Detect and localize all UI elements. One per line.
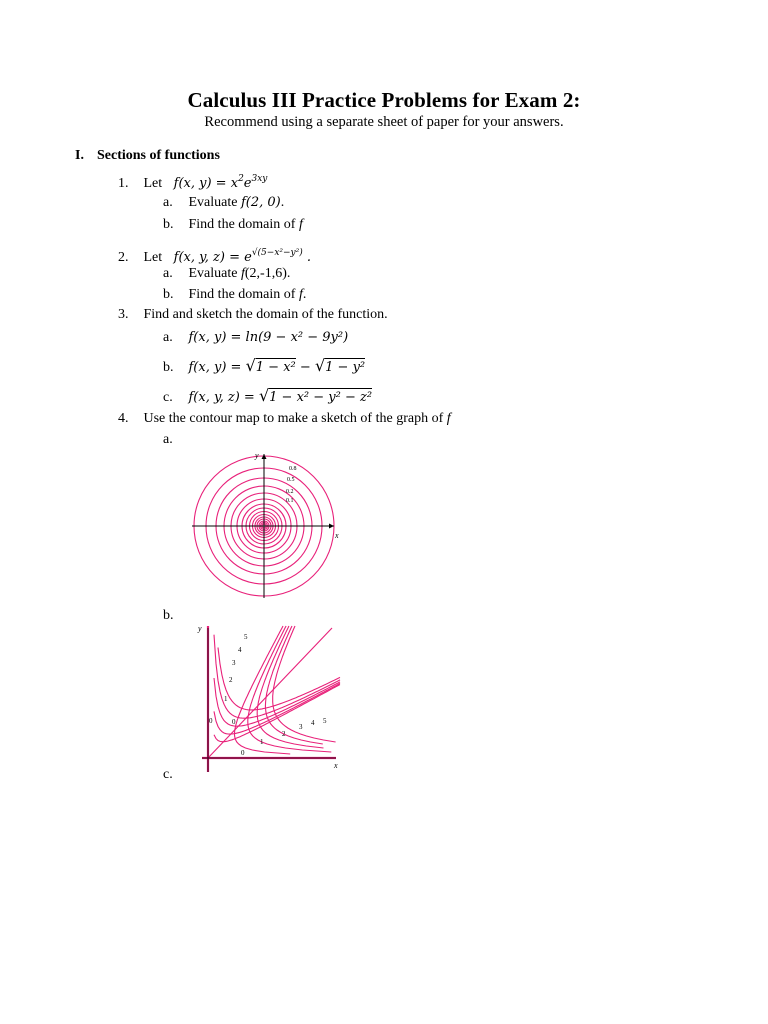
problem-1a: a. Evaluate f(2, 0). [163,195,285,210]
problem-3 [118,306,388,324]
level-label: 5 [323,717,327,725]
level-label: 5 [244,633,248,641]
problem-2a: a. Evaluate f(2,-1,6). [163,266,291,281]
level-label: 0 [232,718,236,726]
level-label: 2 [282,730,286,738]
level-label: 0.1 [286,498,294,504]
level-label: 3 [299,723,303,731]
y-axis-label: y [198,624,202,633]
level-label: 4 [238,646,242,654]
x-axis-label: x [334,761,338,770]
problem-4a-label: a. [163,432,173,447]
problem-3a: a. f(x, y) = ln(9 − x² − 9y²) [163,330,349,345]
problem-4-text: Use the contour map to make a sketch of the graph of [143,411,444,426]
y-axis-label: y [255,451,259,460]
level-label: 0.2 [286,489,294,495]
level-label: 0 [209,717,213,725]
x-axis-label: x [335,531,339,540]
problem-1-lead: Let [143,176,163,191]
problem-4-number: 4. [118,411,129,426]
problem-1 [118,170,267,193]
contour-curve-upper [214,635,340,719]
page-title: Calculus III Practice Problems for Exam 2: [187,88,581,112]
problem-2-formula: f(x, y, $z) = e^{√(5-x^2-y^2)}$ . [173,248,312,265]
problem-2 [118,244,311,267]
problem-1-number: 1. [118,176,129,191]
level-label: 3 [232,659,236,667]
problem-1-formula: f(x, $y) = x^2e^{3xy}$ [173,174,268,191]
problem-4b-label: b. [163,608,174,623]
contour-map-a [190,448,340,600]
page-subtitle: Recommend using a separate sheet of paper for your answers. [204,114,564,130]
problem-2b: b. Find the domain of f. [163,287,307,302]
section-number: I. [75,148,84,163]
level-label: 1 [260,738,264,746]
problem-3-text: Find and sketch the domain of the function. [143,307,388,322]
contour-curve-lower [248,626,331,752]
problem-4c-label: c. [163,767,173,782]
problem-1b: b. Find the domain of f [163,217,303,232]
problem-3c: c. f(x, y, z) = √1 − x² − y² − z² [163,386,373,405]
level-label: 1 [224,695,228,703]
problem-2-lead: Let [143,250,163,265]
problem-2-number: 2. [118,250,129,265]
problem-4: 4. Use the contour map to make a sketch of the graph of f [118,411,451,426]
section-title: Sections of functions [97,148,220,163]
level-label: 2 [229,676,233,684]
level-label: 0 [241,749,245,757]
contour-map-b [196,622,342,774]
contour-curves [214,626,340,754]
level-label: 0.5 [287,477,295,483]
x-axis-arrow [329,524,334,529]
level-label: 0.8 [289,466,297,472]
contour-curve-upper [214,683,340,734]
problem-3b: b. f(x, y) = √1 − x² − √1 − y² [163,356,366,375]
problem-3-number: 3. [118,307,129,322]
level-label: 4 [311,719,315,727]
